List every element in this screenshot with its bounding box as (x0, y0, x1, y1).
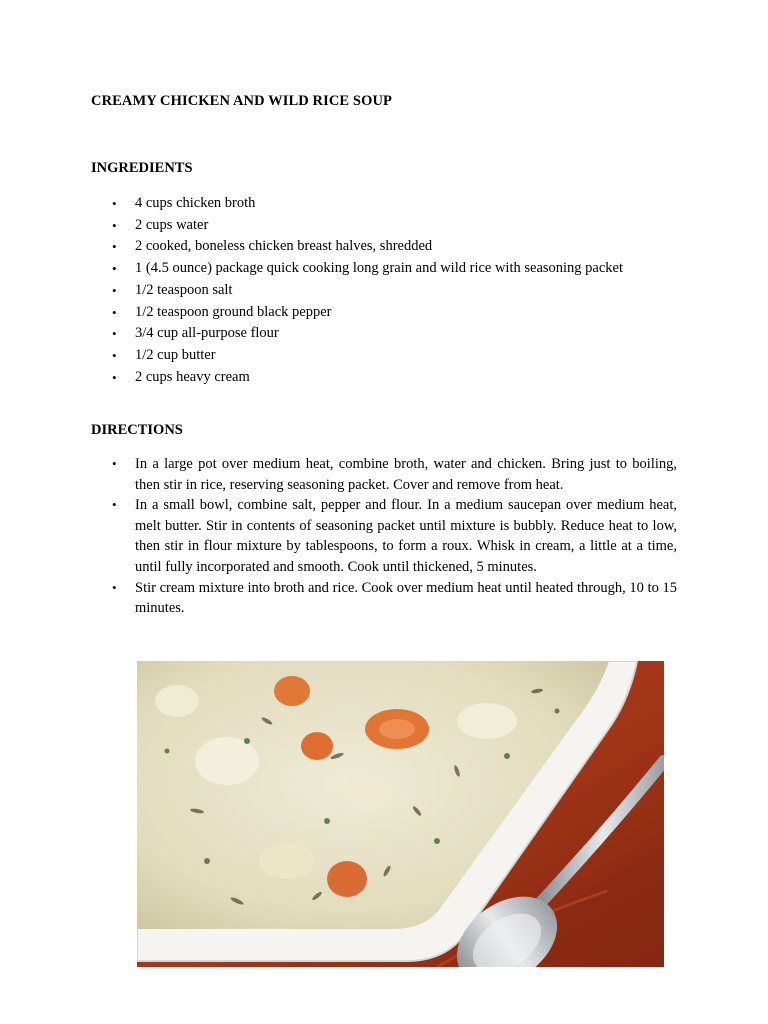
list-item: • 2 cooked, boneless chicken breast halves, shredded (91, 236, 691, 258)
page-title: CREAMY CHICKEN AND WILD RICE SOUP (91, 93, 392, 109)
ingredients-heading: INGREDIENTS (91, 160, 193, 176)
list-item: • 1/2 teaspoon ground black pepper (91, 302, 691, 324)
list-item: • 1/2 cup butter (91, 345, 691, 367)
directions-list (91, 454, 677, 619)
list-item: • 2 cups heavy cream (91, 367, 691, 389)
ingredients-list (91, 193, 691, 388)
list-item: • 2 cups water (91, 215, 691, 237)
directions-heading: DIRECTIONS (91, 422, 183, 438)
list-item: • 1 (4.5 ounce) package quick cooking long grain and wild rice with seasoning packet (91, 258, 691, 280)
soup-photo (137, 661, 664, 967)
list-item: • 1/2 teaspoon salt (91, 280, 691, 302)
list-item: • 3/4 cup all-purpose flour (91, 323, 691, 345)
list-item: • In a large pot over medium heat, combine broth, water and chicken. Bring just to boiling, then stir in rice, reserving seasoning packet. Cover and remove from heat. (91, 454, 677, 495)
list-item: • In a small bowl, combine salt, pepper and flour. In a medium saucepan over medium heat, melt butter. Stir in contents of seasoning packet until mixture is bubbly. Reduce heat to low, then stir in flour mixture by tablespoons, to form a roux. Whisk in cream, a little at a time, until fully incorporated and smooth. Cook until thickened, 5 minutes. (91, 495, 677, 577)
soup-dish-image (137, 661, 664, 967)
list-item: • 4 cups chicken broth (91, 193, 691, 215)
list-item: • Stir cream mixture into broth and rice. Cook over medium heat until heated through, 10 to 15 minutes. (91, 578, 677, 619)
